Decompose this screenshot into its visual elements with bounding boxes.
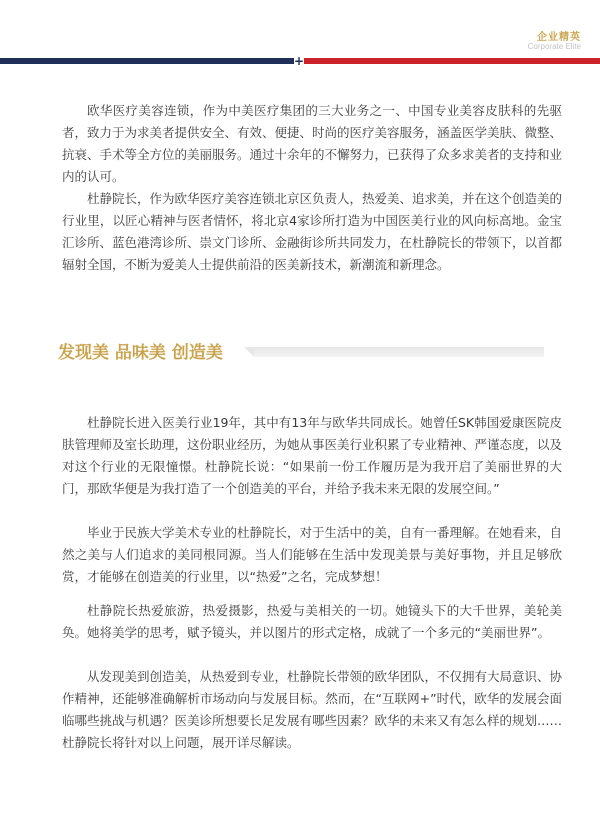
article-paragraph: 毕业于民族大学美术专业的杜静院长，对于生活中的美，自有一番理解。在她看来，自然之美与人们追求的美同根同源。当人们能够在生活中发现美景与美好事物，并且足够欣赏，才能够在创造美的行业里，以“热爱”之名，完成梦想！: [62, 525, 563, 584]
header-band-red: [304, 58, 600, 64]
plus-icon: +: [294, 54, 305, 68]
article-paragraph: 杜静院长热爱旅游，热爱摄影，热爱与美相关的一切。她镜头下的大千世界，美轮美奂。她将美学的思考，赋予镜头，并以图片的形式定格，成就了一个多元的“美丽世界”。: [62, 603, 562, 640]
header-band-navy: [0, 58, 294, 64]
title-rule-wedge: [244, 347, 254, 357]
intro-paragraph: 欧华医疗美容连锁，作为中美医疗集团的三大业务之一、中国专业美容皮肤科的先驱者，致力于为求美者提供安全、有效、便捷、时尚的医疗美容服务，涵盖医学美肤、微整、抗衰、手术等全方位的美丽服务。通过十余年的不懈努力，已获得了众多求美者的支持和业内的认可。: [62, 103, 563, 184]
header-title: 企业精英: [537, 32, 581, 43]
header-subtitle: Corporate Elite: [527, 42, 581, 51]
article-paragraph: 从发现美到创造美，从热爱到专业，杜静院长带领的欧华团队，不仅拥有大局意识、协作精神，还能够准确解析市场动向与发展目标。然而，在“互联网+”时代，欧华的发展会面临哪些挑战与机遇？医美诊所想要长足发展有哪些因素？欧华的未来又有怎么样的规划……杜静院长将针对以上问题，展开详尽解读。: [62, 669, 563, 750]
title-rule: [254, 347, 544, 357]
intro-paragraph: 杜静院长，作为欧华医疗美容连锁北京区负责人，热爱美、追求美，并在这个创造美的行业里，以匠心精神与医者情怀，将北京4家诊所打造为中国医美行业的风向标高地。金宝汇诊所、蓝色港湾诊所、崇文门诊所、金融街诊所共同发力，在杜静院长的带领下，以首都辐射全国，不断为爱美人士提供前沿的医美新技术，新潮流和新理念。: [62, 191, 563, 272]
section-title: 发现美 品味美 创造美: [58, 343, 223, 363]
article-paragraph: 杜静院长进入医美行业19年，其中有13年与欧华共同成长。她曾任SK韩国爱康医院皮肤管理师及室长助理，这份职业经历，为她从事医美行业积累了专业精神、严谨态度，以及对这个行业的无限憧憬。杜静院长说：“如果前一份工作履历是为我开启了美丽世界的大门，那欧华便是为我打造了一个创造美的平台，并给予我未来无限的发展空间。”: [62, 415, 563, 496]
